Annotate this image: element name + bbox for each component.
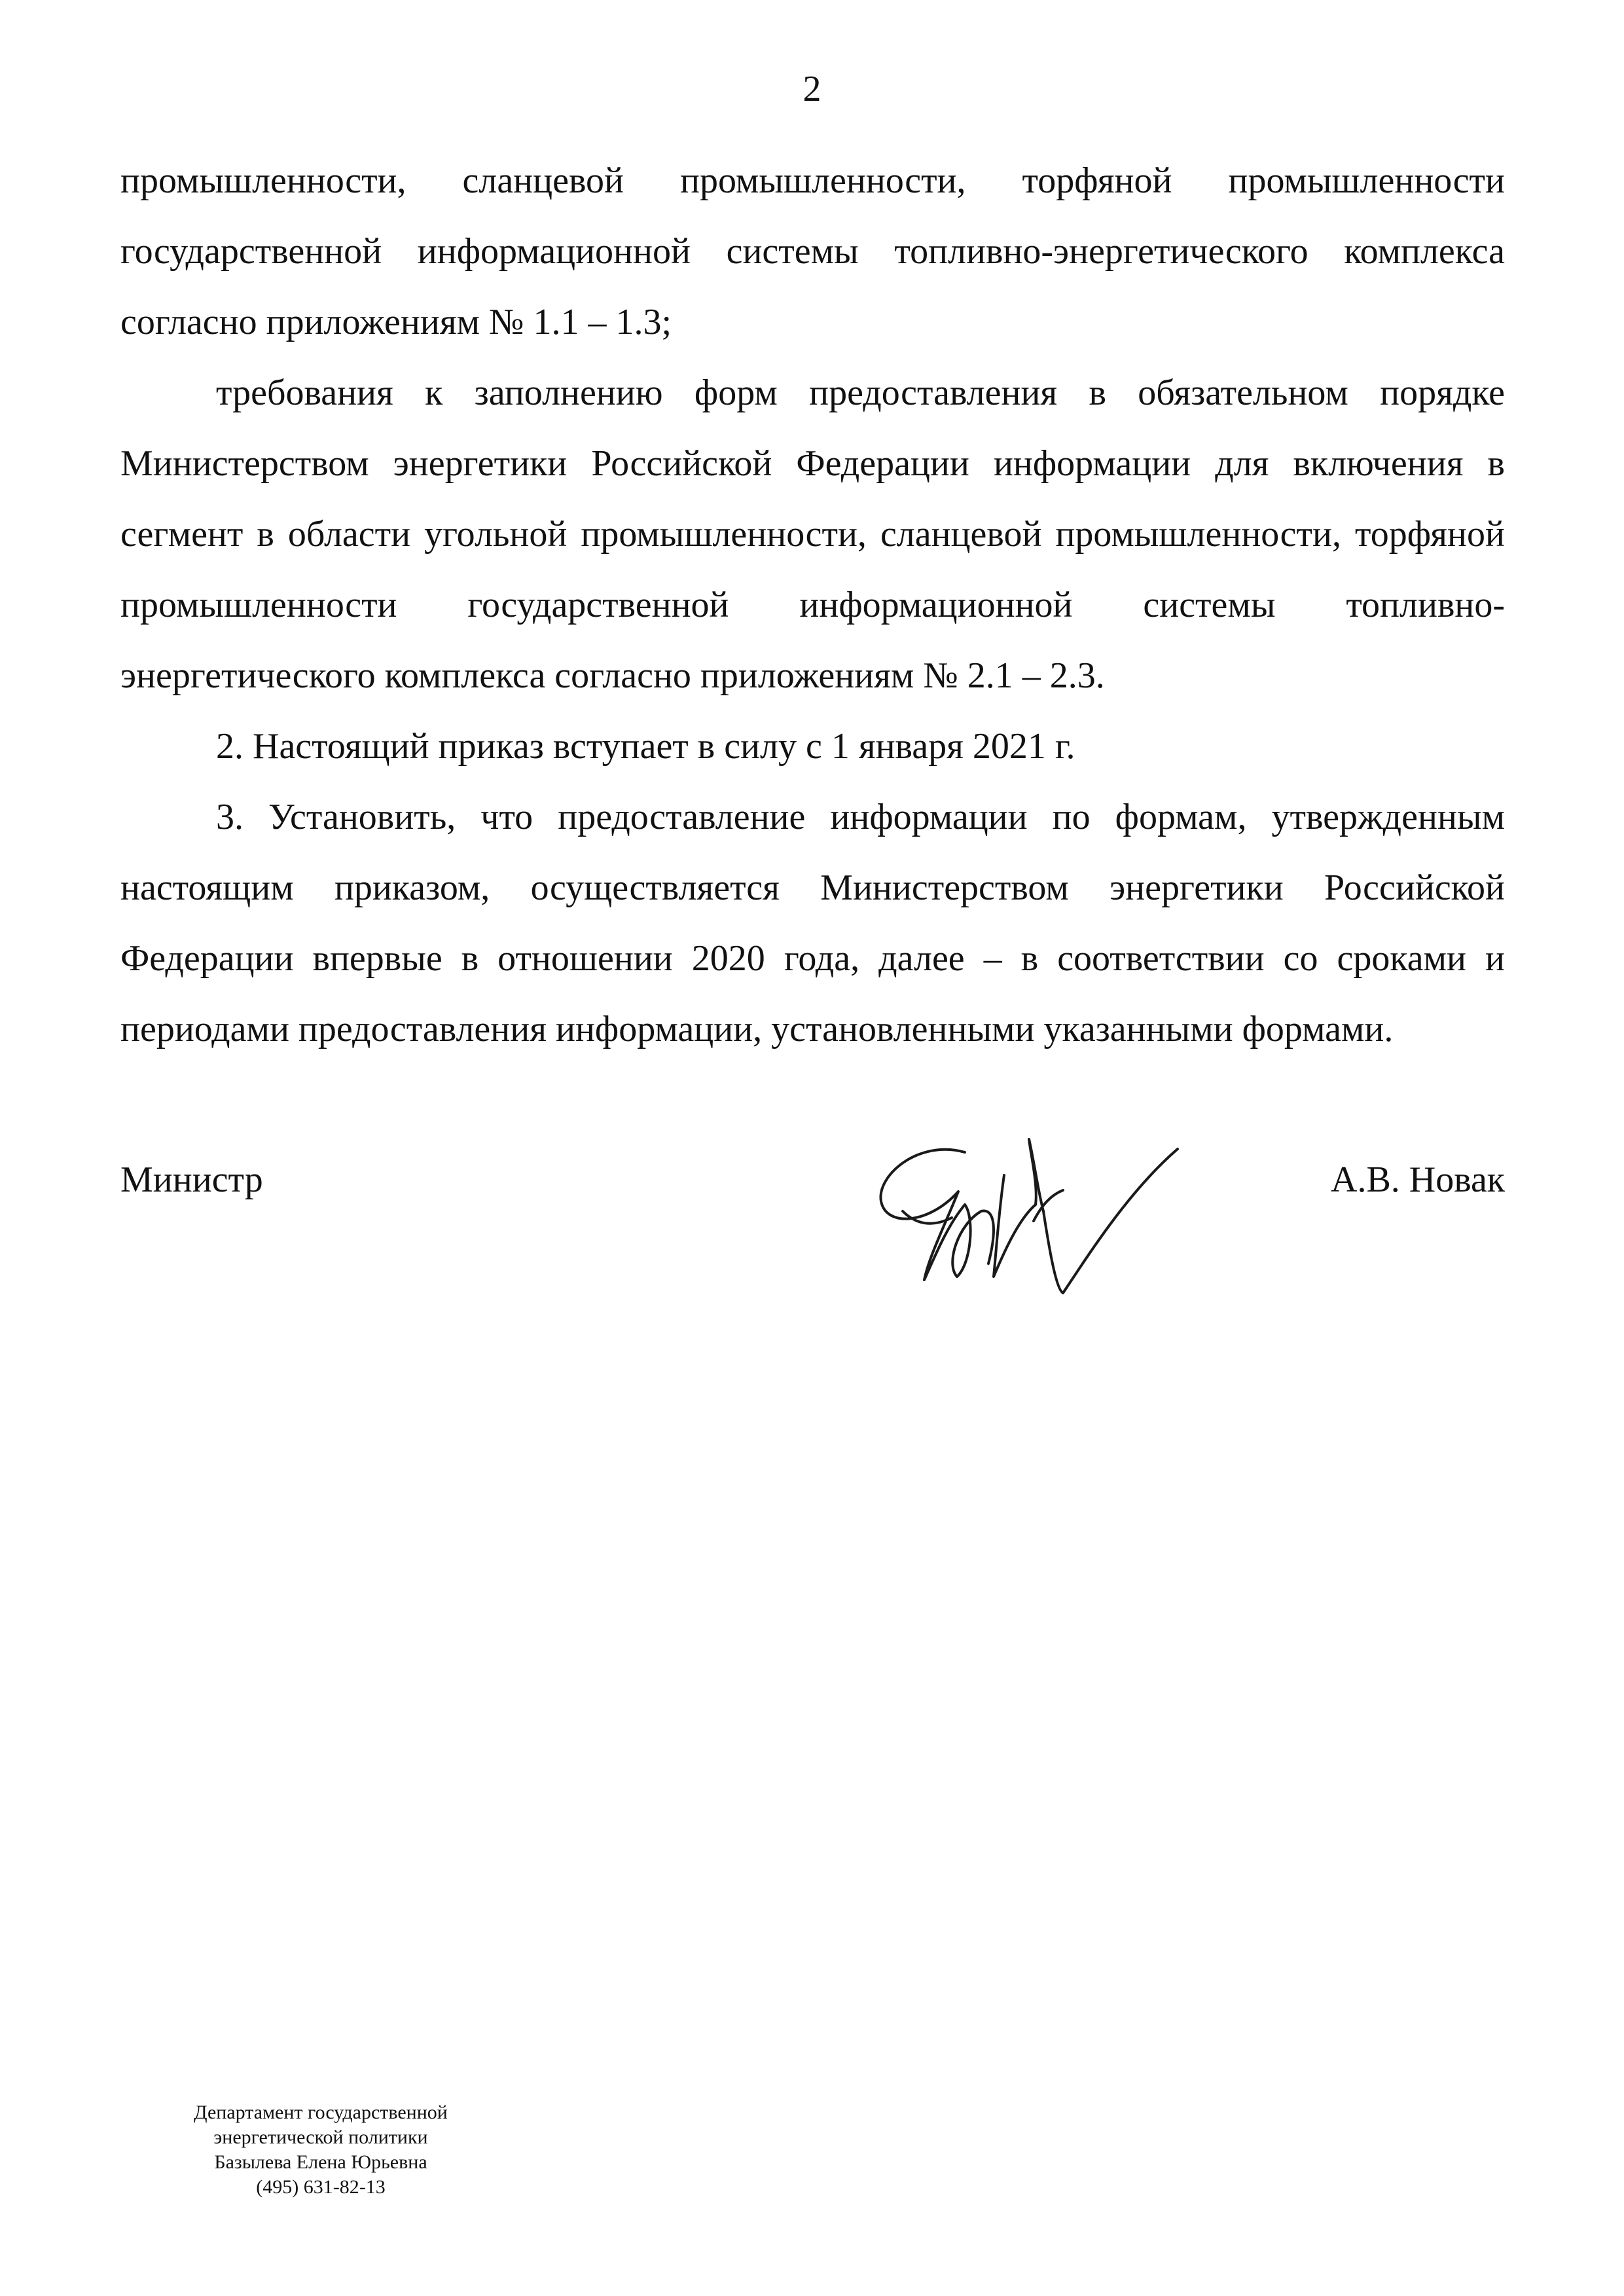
handwritten-signature <box>867 1113 1181 1309</box>
executor-contact-block <box>164 2100 478 2200</box>
body-paragraph: промышленности, сланцевой промышленности, торфяной промышленности государственной информационной системы топливно-энергетического комплекса согласно приложениям № 1.1 – 1.3; <box>120 160 1505 342</box>
contact-phone: (495) 631-82-13 <box>256 2176 386 2198</box>
contact-person-name: Базылева Елена Юрьевна <box>214 2151 427 2173</box>
signatory-name: А.В. Новак <box>1331 1159 1505 1200</box>
body-paragraph: 2. Настоящий приказ вступает в силу с 1 января 2021 г. <box>216 726 1075 767</box>
department-name-line: Департамент государственной <box>194 2102 448 2123</box>
signatory-title: Министр <box>120 1159 263 1200</box>
page-number: 2 <box>803 69 821 109</box>
body-paragraph: требования к заполнению форм предоставления в обязательном порядке Министерством энергетики Российской Федерации информации для включения в сегмент в области угольной промышленности, сланцевой промышленности, торфяной промышленности государственной информационной системы топливно-энергетического комплекса согласно приложениям № 2.1 – 2.3. <box>120 373 1505 696</box>
signature-block <box>120 1113 1505 1322</box>
body-paragraph: 3. Установить, что предоставление информации по формам, утвержденным настоящим приказом, осуществляется Министерством энергетики Российской Федерации впервые в отношении 2020 года, далее – в соответствии со сроками и периодами предоставления информации, установленными указанными формами. <box>120 797 1505 1049</box>
document-body <box>120 145 1505 1065</box>
department-name-line: энергетической политики <box>213 2126 428 2148</box>
